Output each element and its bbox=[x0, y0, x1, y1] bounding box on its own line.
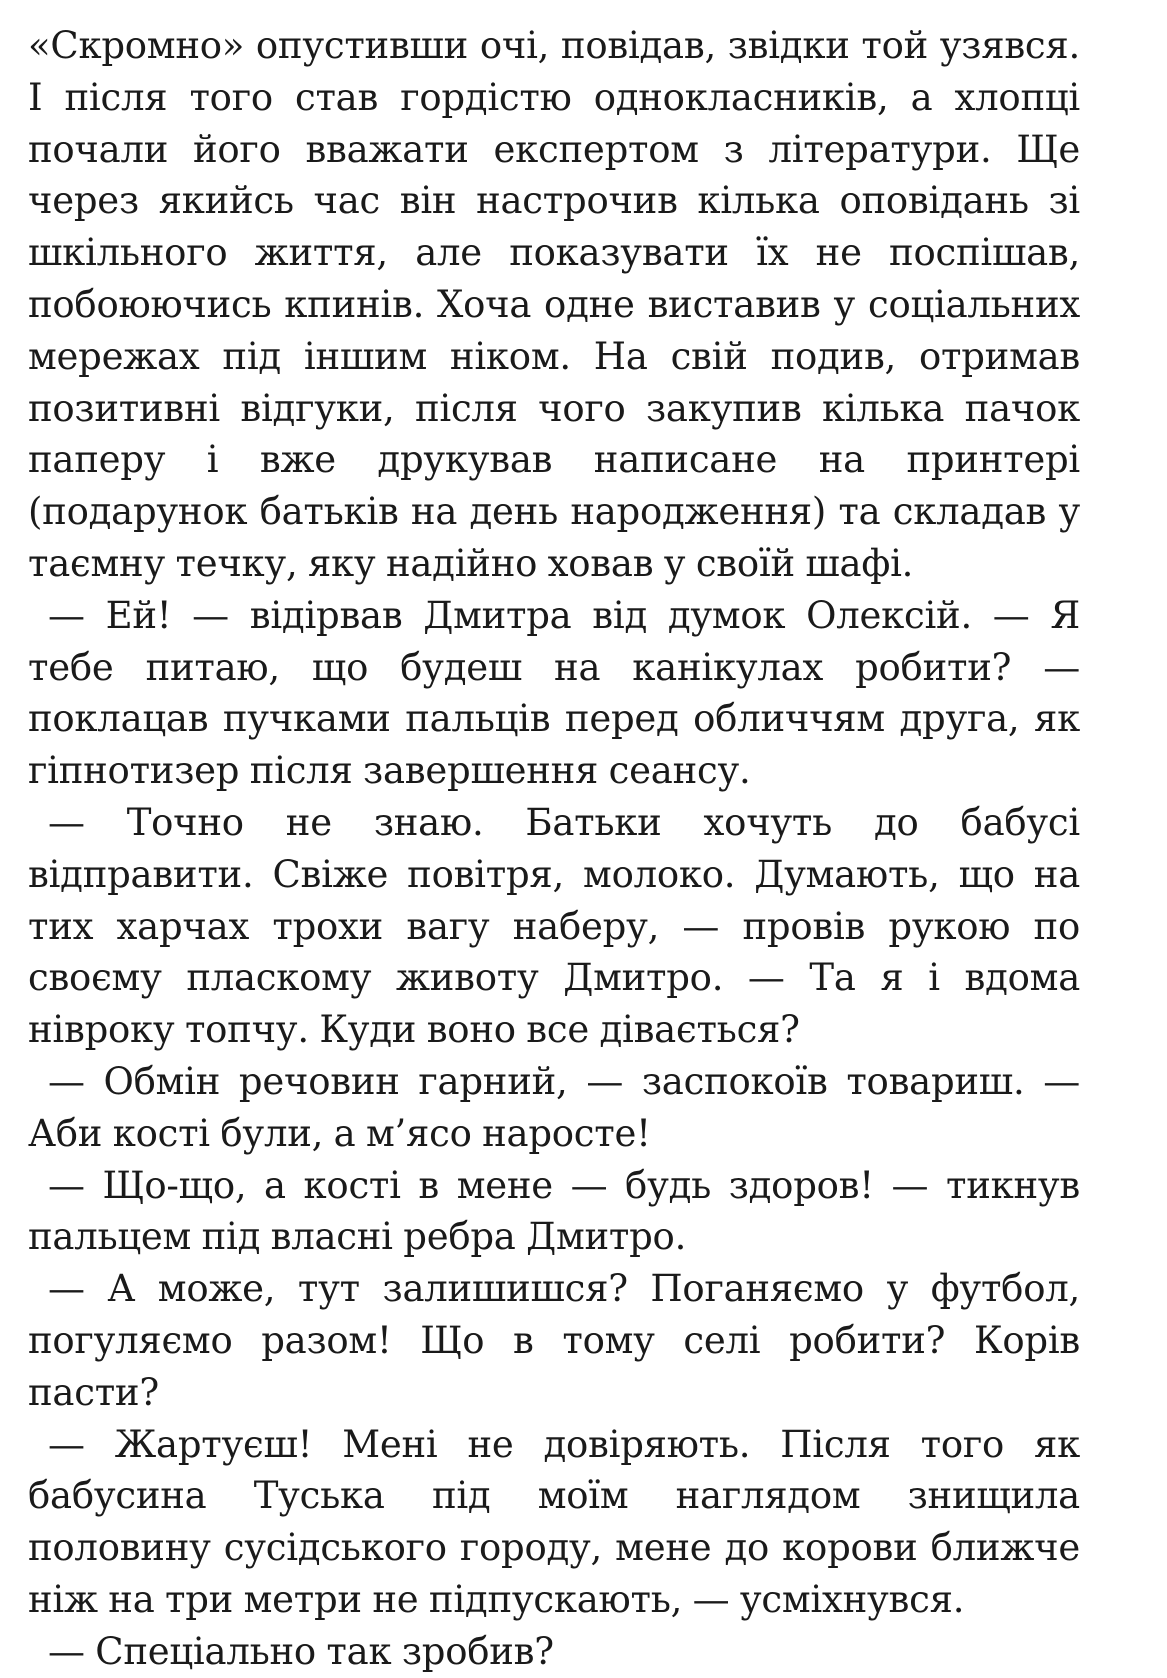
book-page bbox=[28, 20, 1080, 1673]
paragraph-dialog-6: — Жартуєш! Мені не довіряють. Після того як бабусина Туська під моїм наглядом знищила половину сусідського городу, мене до корови ближче ніж на три метри не підпускають, — усміхнувся. bbox=[28, 1422, 1080, 1621]
paragraph-dialog-4: — Що-що, а кості в мене — будь здоров! — тикнув пальцем під власні ребра Дмитро. bbox=[28, 1163, 1080, 1259]
paragraph-dialog-7: — Спеціально так зробив? bbox=[48, 1629, 554, 1673]
paragraph-dialog-5: — А може, тут залишишся? Поганяємо у футбол, погуляємо разом! Що в тому селі робити? Корів пасти? bbox=[28, 1267, 1080, 1414]
paragraph-dialog-1: — Ей! — відірвав Дмитра від думок Олексій. — Я тебе питаю, що будеш на канікулах робити? — поклацав пучками пальців перед обличчям друга, як гіпнотизер після завершення сеансу. bbox=[28, 593, 1080, 793]
paragraph-narration: «Скромно» опустивши очі, повідав, звідки той узявся. І після того став гордістю однокласників, а хлопці почали його вважати експертом з літератури. Ще через якийсь час він настрочив кілька оповідань зі шкільного життя, але показувати їх не поспішав, побоюючись кпинів. Хоча одне виставив у соціальних мережах під іншим ніком. На свій подив, отримав позитивні відгуки, після чого закупив кілька пачок паперу і вже друкував написане на принтері (подарунок батьків на день народження) та складав у таємну течку, яку надійно ховав у своїй шафі. bbox=[28, 24, 1080, 585]
paragraph-dialog-3: — Обмін речовин гарний, — заспокоїв товариш. — Аби кості були, а м’ясо наросте! bbox=[28, 1059, 1080, 1155]
paragraph-dialog-2: — Точно не знаю. Батьки хочуть до бабусі відправити. Свіже повітря, молоко. Думають, що на тих харчах трохи вагу наберу, — провів рукою по своєму пласкому животу Дмитро. — Та я і вдома нівроку топчу. Куди воно все дівається? bbox=[28, 800, 1080, 1052]
